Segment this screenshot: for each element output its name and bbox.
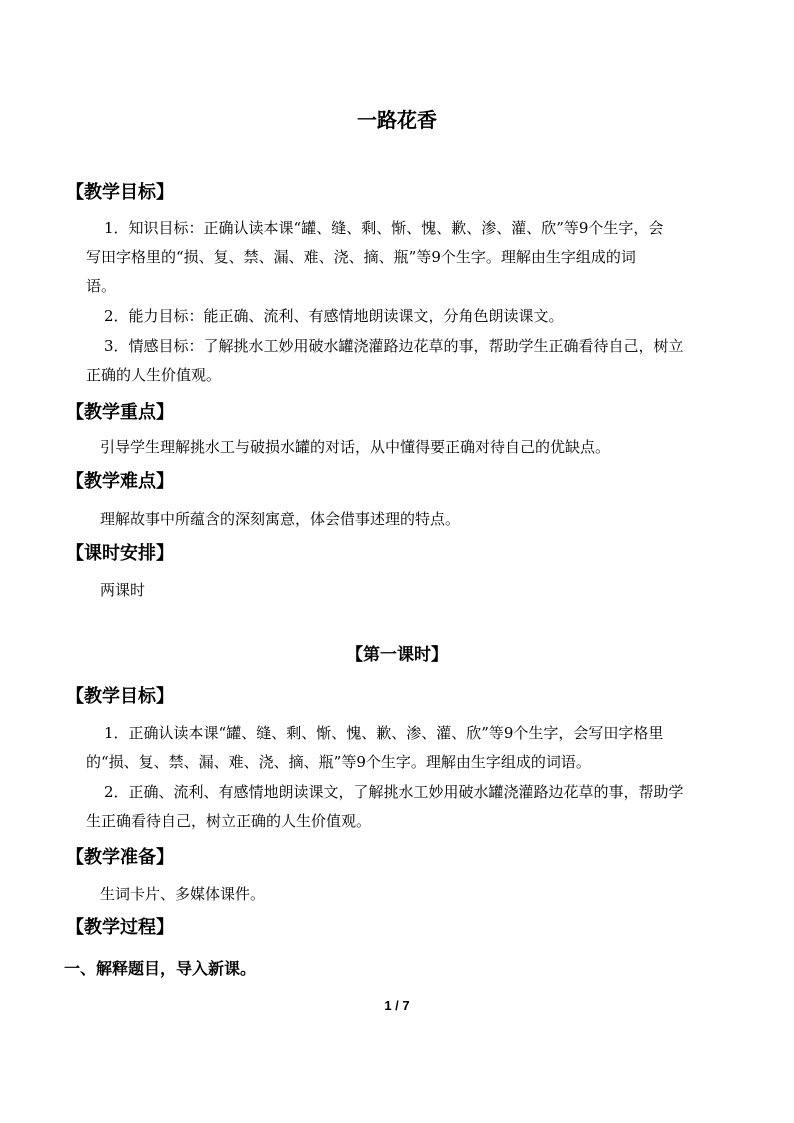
lesson-goals-paragraph-2-cont — [86, 807, 371, 836]
text-line: 引导学生理解挑水工与破损水罐的对话，从中懂得要正确对待自己的优缺点。 — [100, 438, 611, 456]
text-line: 正确的人生价值观。 — [86, 366, 222, 384]
heading-lesson-goals: 【教学目标】 — [66, 686, 174, 707]
teaching-goals-paragraph-1-cont — [86, 243, 636, 301]
document-title: 一路花香 — [357, 108, 437, 132]
heading-teaching-difficulty: 【教学难点】 — [66, 471, 174, 492]
heading-schedule: 【课时安排】 — [66, 543, 174, 564]
page-number: 1 / 7 — [384, 998, 410, 1013]
text-line: 2．能力目标：能正确、流利、有感情地朗读课文，分角色朗读课文。 — [104, 307, 564, 325]
teaching-goals-paragraph-2 — [104, 302, 564, 331]
heading-teaching-goals: 【教学目标】 — [66, 182, 174, 203]
text-line: 3．情感目标：了解挑水工妙用破水罐浇灌路边花草的事，帮助学生正确看待自己，树立 — [104, 337, 684, 355]
text-line: 的“损、复、禁、漏、难、浇、摘、瓶”等9个生字。理解由生字组成的词语。 — [86, 753, 591, 771]
schedule-paragraph — [100, 576, 145, 605]
heading-teaching-focus: 【教学重点】 — [66, 402, 174, 423]
text-line: 生词卡片、多媒体课件。 — [100, 885, 266, 903]
text-line: 语。 — [86, 277, 117, 295]
teaching-difficulty-paragraph — [100, 505, 460, 534]
section-one-title: 一、解释题目，导入新课。 — [64, 959, 257, 978]
text-line: 两课时 — [100, 581, 146, 599]
teaching-goals-paragraph-1 — [104, 214, 663, 243]
text-line: 理解故事中所蕴含的深刻寓意，体会借事述理的特点。 — [100, 510, 461, 528]
text-line: 2．正确、流利、有感情地朗读课文，了解挑水工妙用破水罐浇灌路边花草的事，帮助学 — [104, 783, 684, 801]
text-line: 生正确看待自己，树立正确的人生价值观。 — [86, 812, 372, 830]
heading-preparation: 【教学准备】 — [66, 847, 174, 868]
preparation-paragraph — [100, 880, 265, 909]
heading-process: 【教学过程】 — [66, 917, 174, 938]
lesson-goals-paragraph-2 — [104, 778, 684, 807]
lesson-one-heading: 【第一课时】 — [346, 645, 448, 665]
lesson-goals-paragraph-1-cont — [86, 748, 591, 777]
teaching-goals-paragraph-3-cont — [86, 361, 221, 390]
teaching-focus-paragraph — [100, 433, 610, 462]
text-line: 1．知识目标：正确认读本课“罐、缝、剩、惭、愧、歉、渗、灌、欣”等9个生字，会 — [104, 219, 664, 237]
text-line: 1．正确认读本课“罐、缝、剩、惭、愧、歉、渗、灌、欣”等9个生字，会写田字格里 — [104, 724, 664, 742]
lesson-goals-paragraph-1 — [104, 719, 663, 748]
teaching-goals-paragraph-3 — [104, 332, 684, 361]
text-line: 写田字格里的“损、复、禁、漏、难、浇、摘、瓶”等9个生字。理解由生字组成的词 — [86, 248, 636, 266]
